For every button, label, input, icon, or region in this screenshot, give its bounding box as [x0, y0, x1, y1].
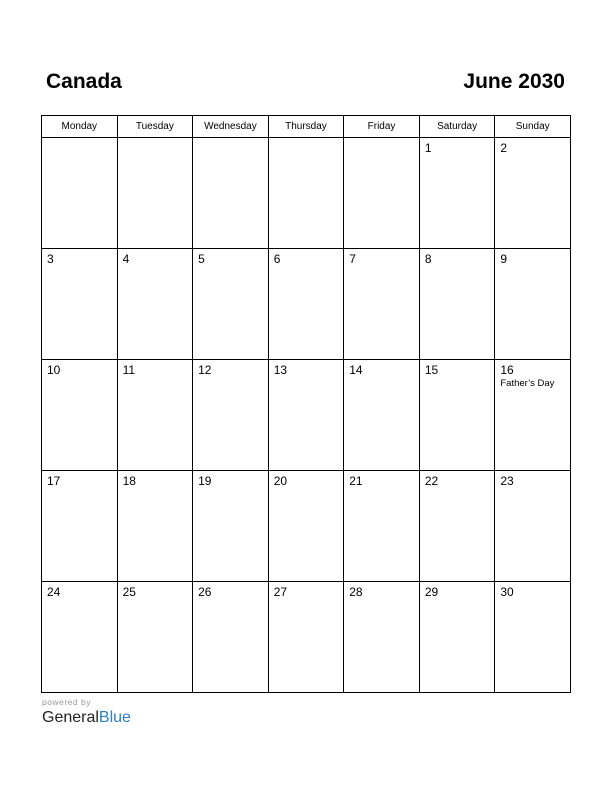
- calendar-week-row: [42, 360, 571, 471]
- day-number: 2: [500, 141, 508, 155]
- calendar-week-row: [42, 582, 571, 693]
- calendar-day-cell: [117, 582, 193, 693]
- day-number: 9: [500, 252, 508, 266]
- weekday-header-wednesday: Wednesday: [193, 116, 269, 138]
- calendar-day-cell: [268, 582, 344, 693]
- day-number: 30: [500, 585, 514, 599]
- brand-name-general: General: [42, 709, 99, 726]
- calendar-day-cell: [495, 582, 571, 693]
- day-number: 20: [273, 474, 288, 488]
- calendar-grid: [41, 115, 571, 693]
- calendar-day-cell: [419, 582, 495, 693]
- calendar-weeks: [42, 138, 571, 693]
- calendar-day-cell: [117, 471, 193, 582]
- calendar-day-cell: [495, 471, 571, 582]
- calendar-day-cell: [117, 249, 193, 360]
- day-number: 17: [47, 474, 61, 488]
- day-number: 8: [424, 252, 432, 266]
- day-number: 27: [273, 585, 288, 599]
- calendar-country-title: Canada: [46, 70, 122, 93]
- calendar-day-cell: [42, 360, 118, 471]
- weekday-header-sunday: Sunday: [495, 116, 571, 138]
- day-number: 16: [500, 363, 514, 377]
- calendar-day-cell: [42, 582, 118, 693]
- calendar-day-cell: [419, 360, 495, 471]
- calendar-day-cell: [344, 471, 420, 582]
- calendar-day-cell: [419, 138, 495, 249]
- calendar-day-cell: [419, 471, 495, 582]
- day-number: 28: [349, 585, 363, 599]
- calendar-week-row: [42, 471, 571, 582]
- day-number: 22: [424, 474, 439, 488]
- calendar-day-cell: [344, 138, 420, 249]
- day-number: 18: [122, 474, 136, 488]
- calendar-day-cell: [42, 249, 118, 360]
- day-number: 11: [122, 363, 136, 377]
- calendar-week-row: [42, 138, 571, 249]
- calendar-day-cell: [495, 360, 571, 471]
- calendar-day-cell: [193, 582, 269, 693]
- calendar-day-cell: [495, 249, 571, 360]
- day-number: 5: [198, 252, 205, 266]
- holiday-label: Father’s Day: [500, 378, 555, 389]
- calendar-day-cell: [268, 360, 344, 471]
- day-number: 12: [198, 363, 212, 377]
- day-number: 25: [122, 585, 136, 599]
- day-number: 4: [122, 252, 130, 266]
- day-number: 10: [47, 363, 61, 377]
- day-number: 23: [500, 474, 514, 488]
- calendar-day-cell: [42, 471, 118, 582]
- weekday-header-monday: Monday: [42, 116, 118, 138]
- calendar-day-cell: [419, 249, 495, 360]
- calendar-day-cell: [344, 582, 420, 693]
- weekday-header-friday: Friday: [344, 116, 420, 138]
- generalblue-logo: [42, 697, 131, 728]
- calendar-day-cell: [268, 138, 344, 249]
- day-number: 7: [349, 252, 356, 266]
- calendar-day-cell: [117, 138, 193, 249]
- day-number: 6: [273, 252, 281, 266]
- calendar-day-cell: [268, 471, 344, 582]
- day-number: 24: [47, 585, 61, 599]
- calendar-day-cell: [344, 360, 420, 471]
- calendar-day-cell: [344, 249, 420, 360]
- day-number: 3: [47, 252, 54, 266]
- day-number: 14: [349, 363, 363, 377]
- weekday-header-thursday: Thursday: [268, 116, 344, 138]
- calendar-day-cell: [193, 138, 269, 249]
- day-number: 21: [349, 474, 363, 488]
- brand-name-blue: Blue: [98, 709, 131, 726]
- calendar-day-cell: [42, 138, 118, 249]
- calendar-day-cell: [193, 471, 269, 582]
- weekday-header-row: [42, 116, 571, 138]
- calendar-day-cell: [495, 138, 571, 249]
- weekday-header-saturday: Saturday: [419, 116, 495, 138]
- calendar-day-cell: [193, 360, 269, 471]
- calendar-week-row: [42, 249, 571, 360]
- day-number: 1: [424, 141, 432, 155]
- day-number: 15: [424, 363, 439, 377]
- day-number: 29: [424, 585, 439, 599]
- calendar-day-cell: [268, 249, 344, 360]
- calendar-month-title: June 2030: [463, 70, 565, 93]
- day-number: 19: [198, 474, 212, 488]
- powered-by-label: powered by: [42, 697, 91, 707]
- weekday-header-tuesday: Tuesday: [117, 116, 193, 138]
- calendar-day-cell: [117, 360, 193, 471]
- day-number: 26: [198, 585, 212, 599]
- brand-name: [42, 708, 131, 728]
- day-number: 13: [273, 363, 288, 377]
- calendar-day-cell: [193, 249, 269, 360]
